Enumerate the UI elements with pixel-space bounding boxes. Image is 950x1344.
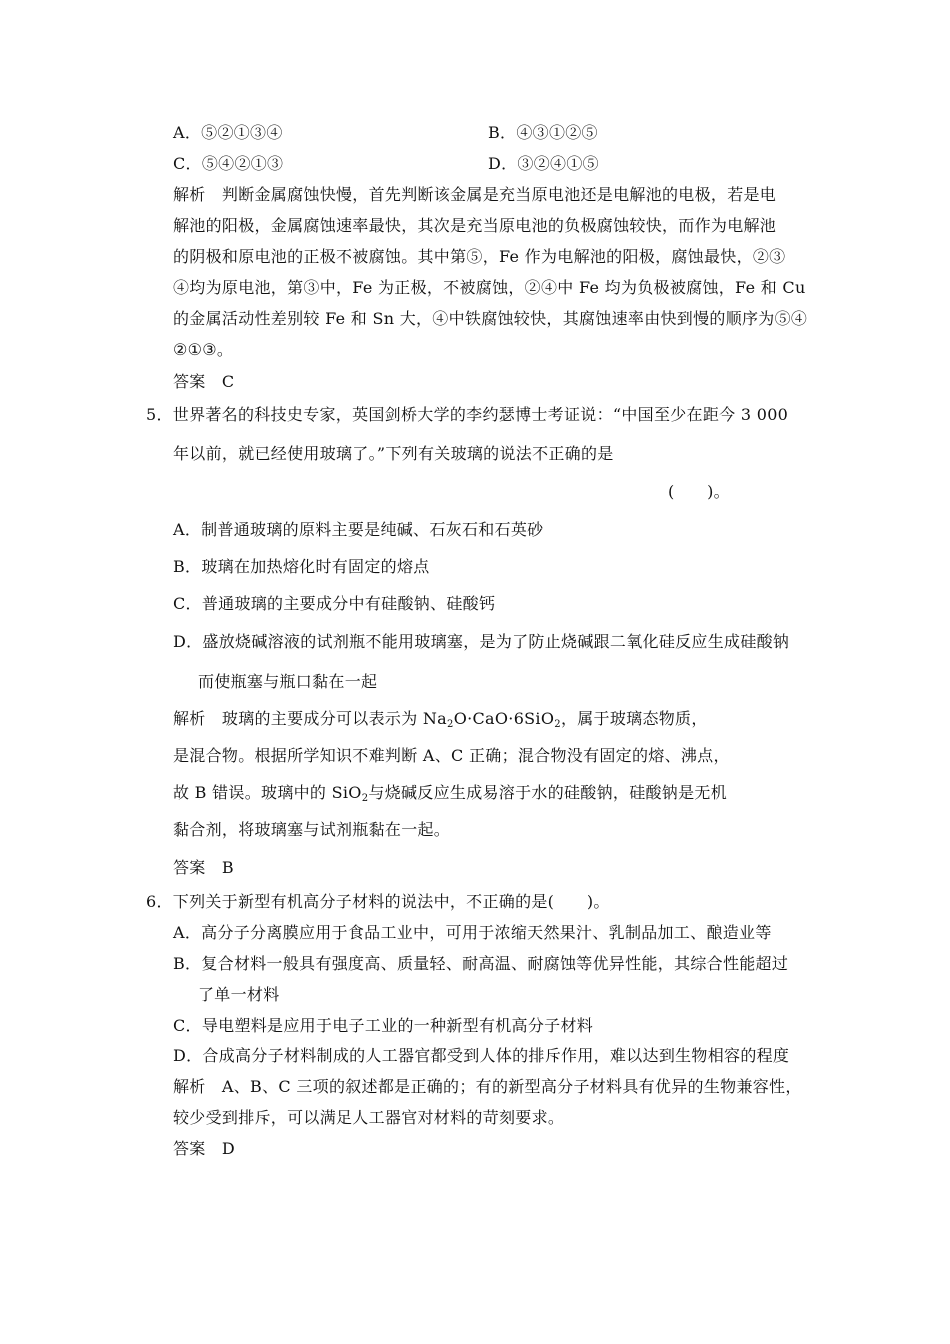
q6-analysis-line-1: 解析 A、B、C 三项的叙述都是正确的；有的新型高分子材料具有优异的生物兼容性， (173, 1077, 802, 1096)
q4-option-a: A．⑤②①③④ (173, 123, 283, 142)
q5-option-d-line-1: D．盛放烧碱溶液的试剂瓶不能用玻璃塞，是为了防止烧碱跟二氧化硅反应生成硅酸钠 (173, 632, 790, 651)
analysis-text: 解析 玻璃的主要成分可以表示为 Na (173, 709, 448, 728)
q6-analysis-line-2: 较少受到排斥，可以满足人工器官对材料的苛刻要求。 (173, 1108, 565, 1127)
q5-option-c: C．普通玻璃的主要成分中有硅酸钠、硅酸钙 (173, 594, 496, 613)
subscript: 2 (554, 719, 561, 730)
q5-analysis-line-3 (173, 783, 727, 803)
q6-stem: 6．下列关于新型有机高分子材料的说法中，不正确的是( )。 (146, 892, 610, 911)
q6-option-b-line-1: B．复合材料一般具有强度高、质量轻、耐高温、耐腐蚀等优异性能，其综合性能超过 (173, 954, 789, 973)
analysis-text: ，属于玻璃态物质， (560, 709, 708, 728)
subscript: 2 (361, 793, 369, 804)
q6-answer: 答案 D (173, 1139, 236, 1158)
q4-analysis-line: ④均为原电池，第③中，Fe 为正极，不被腐蚀，②④中 Fe 均为负极被腐蚀，Fe 和 Cu (173, 278, 806, 297)
q5-option-d-line-2: 而使瓶塞与瓶口黏在一起 (198, 672, 378, 691)
analysis-text: 与烧碱反应生成易溶于水的硅酸钠，硅酸钠是无机 (368, 783, 727, 802)
analysis-text: 故 B 错误。玻璃中的 SiO (173, 783, 362, 802)
q4-answer: 答案 C (173, 372, 235, 391)
q4-analysis-line: 的阴极和原电池的正极不被腐蚀。其中第⑤，Fe 作为电解池的阳极，腐蚀最快，②③ (173, 247, 786, 266)
q5-option-a: A．制普通玻璃的原料主要是纯碱、石灰石和石英砂 (173, 520, 544, 539)
q4-option-b: B．④③①②⑤ (488, 123, 598, 142)
q4-analysis-line: ②①③。 (173, 340, 234, 359)
q5-analysis-line-4: 黏合剂，将玻璃塞与试剂瓶黏在一起。 (173, 820, 451, 839)
q5-stem-line-1: 5．世界著名的科技史专家，英国剑桥大学的李约瑟博士考证说：“中国至少在距今 3 000 (146, 405, 789, 424)
analysis-text: O·CaO·6SiO (453, 709, 555, 728)
q4-analysis-line: 解析 判断金属腐蚀快慢，首先判断该金属是充当原电池还是电解池的电极，若是电 (173, 185, 777, 204)
q5-analysis-line-2: 是混合物。根据所学知识不难判断 A、C 正确；混合物没有固定的熔、沸点， (173, 746, 730, 765)
q5-answer: 答案 B (173, 858, 234, 877)
q4-analysis-line: 解池的阳极，金属腐蚀速率最快，其次是充当原电池的负极腐蚀较快，而作为电解池 (173, 216, 777, 235)
q5-option-b: B．玻璃在加热熔化时有固定的熔点 (173, 557, 430, 576)
q5-answer-blank: ( )。 (668, 482, 730, 501)
q4-option-d: D．③②④①⑤ (488, 154, 599, 173)
q6-option-d: D．合成高分子材料制成的人工器官都受到人体的排斥作用，难以达到生物相容的程度 (173, 1046, 790, 1065)
q6-option-a: A．高分子分离膜应用于食品工业中，可用于浓缩天然果汁、乳制品加工、酿造业等 (173, 923, 772, 942)
q4-analysis-line: 的金属活动性差别较 Fe 和 Sn 大，④中铁腐蚀较快，其腐蚀速率由快到慢的顺序为⑤④ (173, 309, 808, 328)
subscript: 2 (447, 719, 454, 730)
q4-option-c: C．⑤④②①③ (173, 154, 284, 173)
q6-option-c: C．导电塑料是应用于电子工业的一种新型有机高分子材料 (173, 1016, 594, 1035)
q6-option-b-line-2: 了单一材料 (198, 985, 280, 1004)
q5-stem-line-2: 年以前，就已经使用玻璃了。”下列有关玻璃的说法不正确的是 (173, 444, 614, 463)
q5-analysis-line-1 (173, 709, 708, 729)
